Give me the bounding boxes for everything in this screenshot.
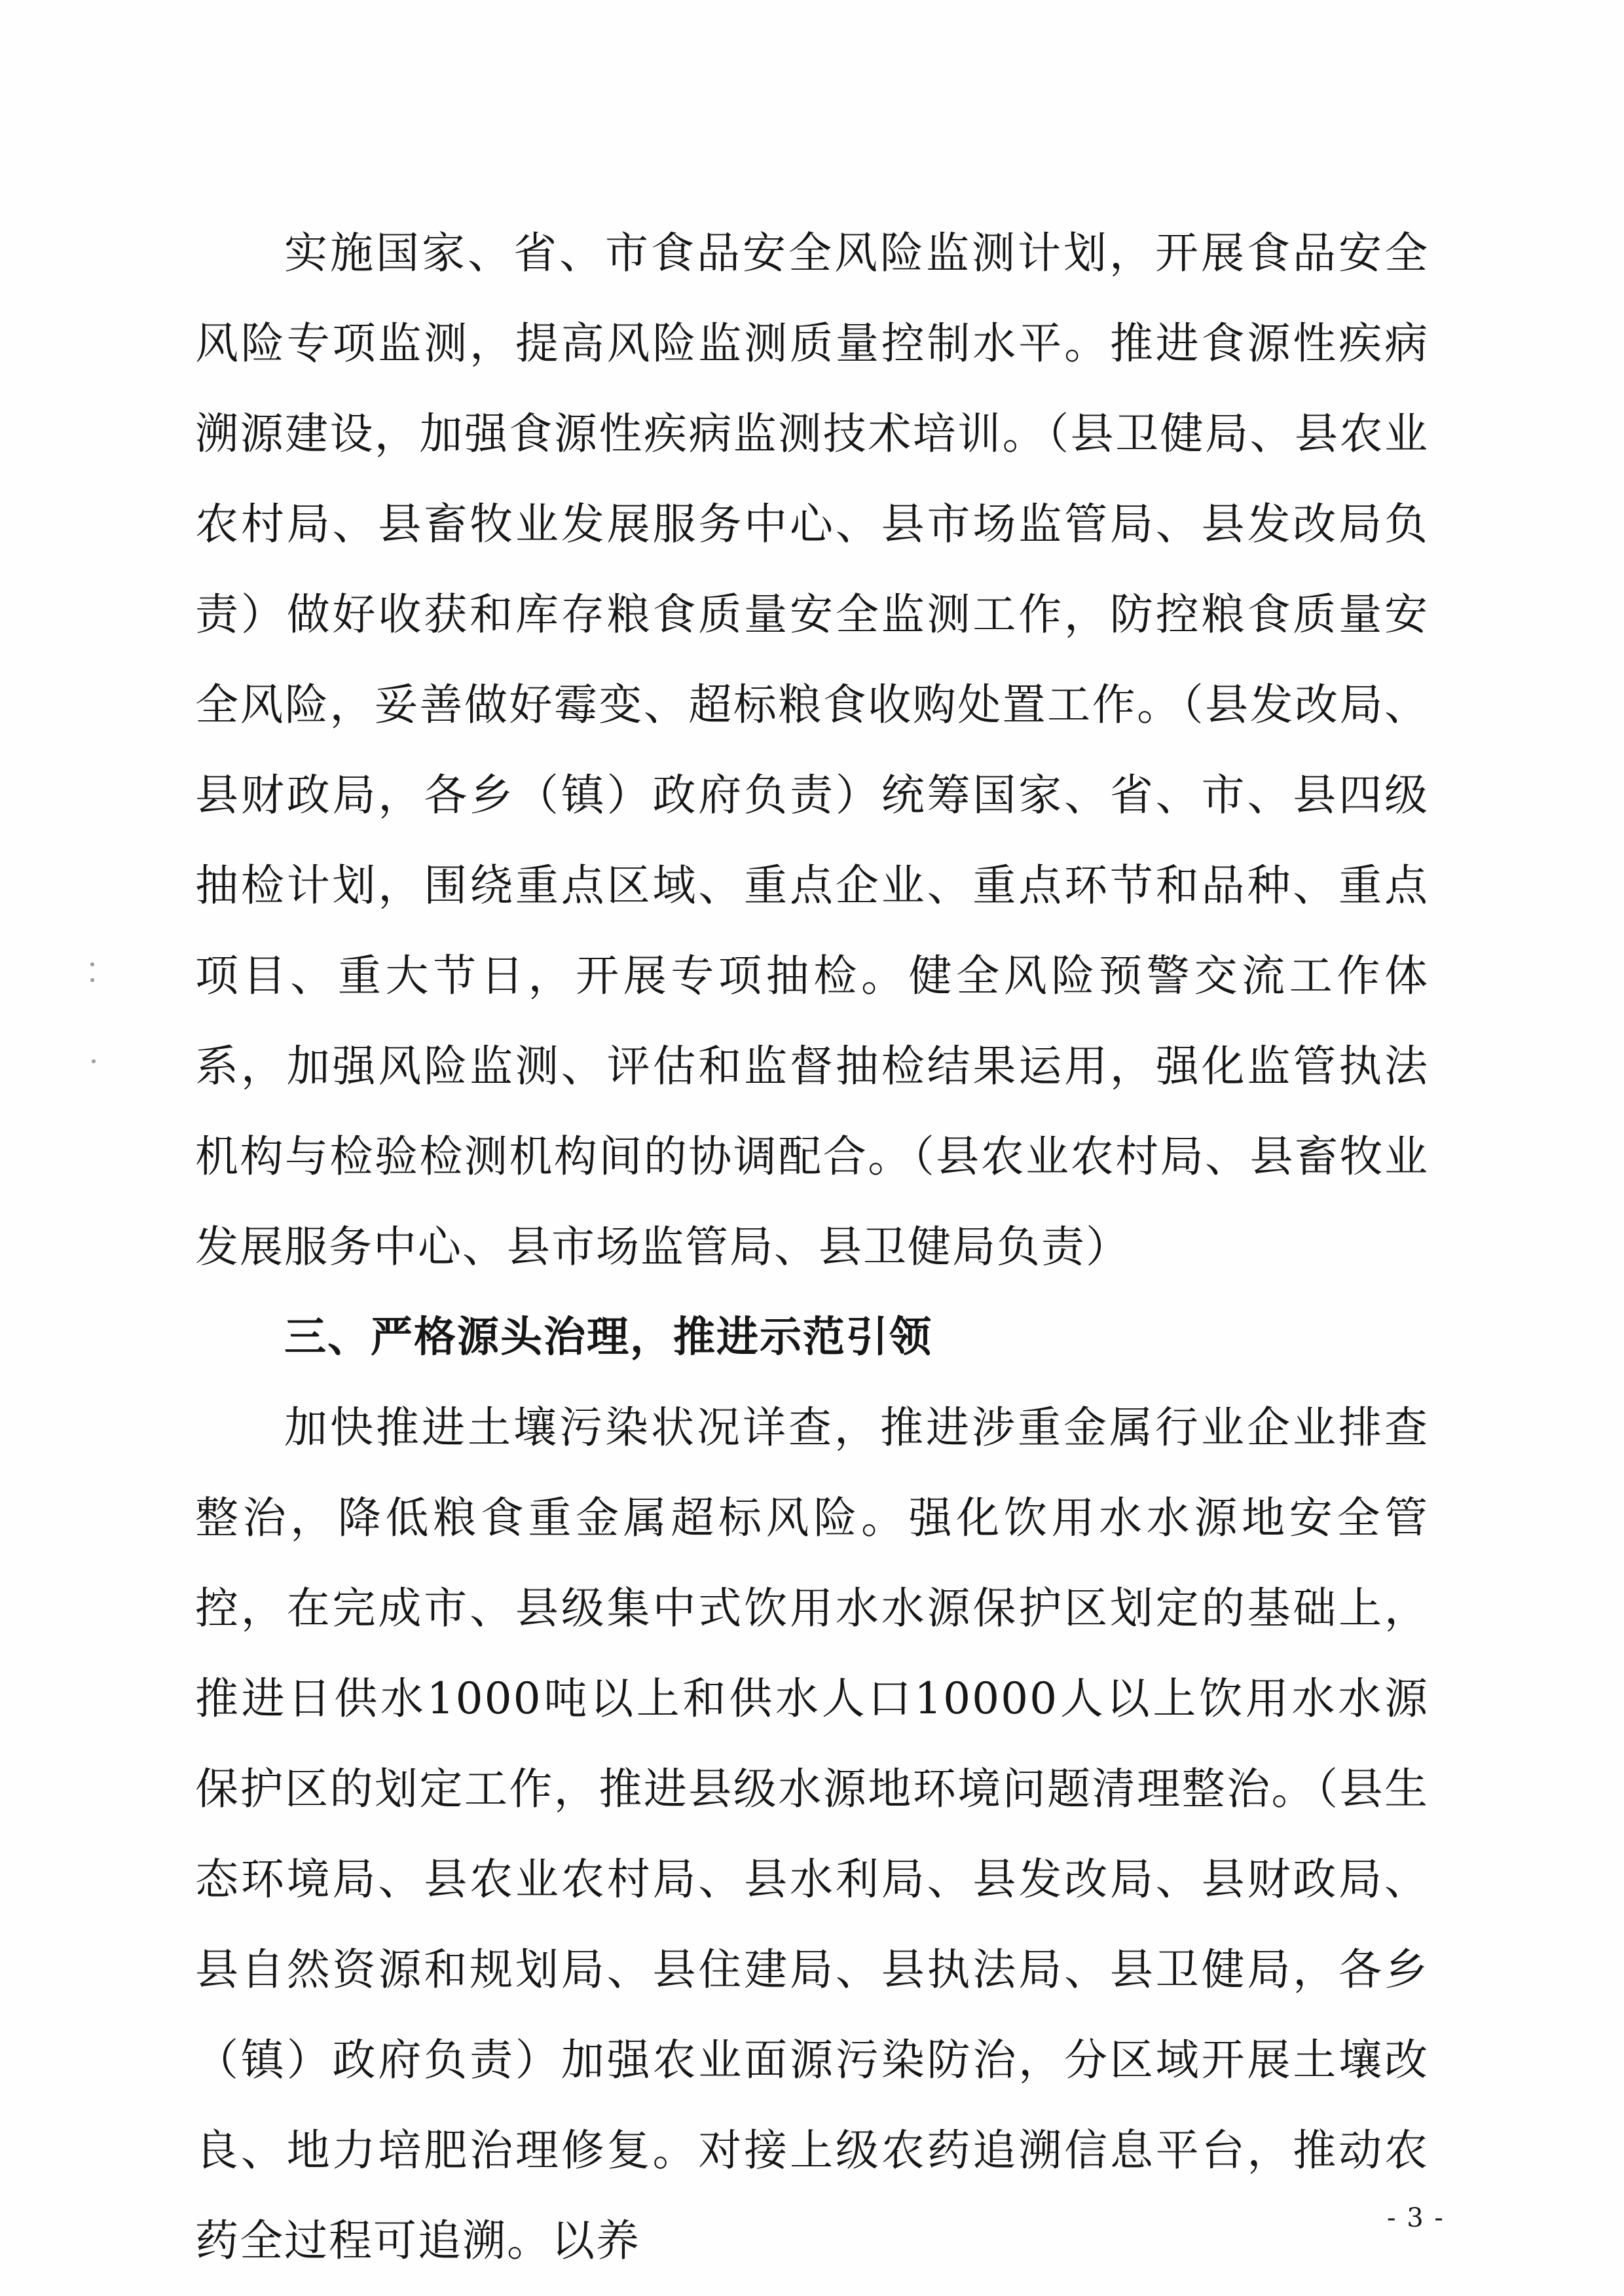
section-heading: 三、严格源头治理，推进示范引领 (284, 1313, 932, 1362)
scan-speck (90, 978, 94, 982)
document-body (195, 208, 1429, 2286)
body-paragraph-2: 加快推进土壤污染状况详查，推进涉重金属行业企业排查整治，降低粮食重金属超标风险。强化饮用水水源地安全管控，在完成市、县级集中式饮用水水源保护区划定的基础上，推进日供水1000吨以上和供水人口10000人以上饮用水水源保护区的划定工作，推进县级水源地环境问题清理整治。（县生态环境局、县农业农村局、县水利局、县发改局、县财政局、县自然资源和规划局、县住建局、县执法局、县卫健局，各乡（镇）政府负责）加强农业面源污染防治，分区域开展土壤改良、地力培肥治理修复。对接上级农药追溯信息平台，推动农药全过程可追溯。以养 (195, 1402, 1429, 2266)
scan-speck (90, 962, 94, 966)
page-number: - 3 - (1387, 2203, 1445, 2233)
body-paragraph-1: 实施国家、省、市食品安全风险监测计划，开展食品安全风险专项监测，提高风险监测质量控制水平。推进食源性疾病溯源建设，加强食源性疾病监测技术培训。（县卫健局、县农业农村局、县畜牧业发展服务中心、县市场监管局、县发改局负责）做好收获和库存粮食质量安全监测工作，防控粮食质量安全风险，妥善做好霉变、超标粮食收购处置工作。（县发改局、县财政局，各乡（镇）政府负责）统筹国家、省、市、县四级抽检计划，围绕重点区域、重点企业、重点环节和品种、重点项目、重大节日，开展专项抽检。健全风险预警交流工作体系，加强风险监测、评估和监督抽检结果运用，强化监管执法机构与检验检测机构间的协调配合。（县农业农村局、县畜牧业发展服务中心、县市场监管局、县卫健局负责） (195, 228, 1429, 1272)
scan-speck (92, 1059, 96, 1063)
